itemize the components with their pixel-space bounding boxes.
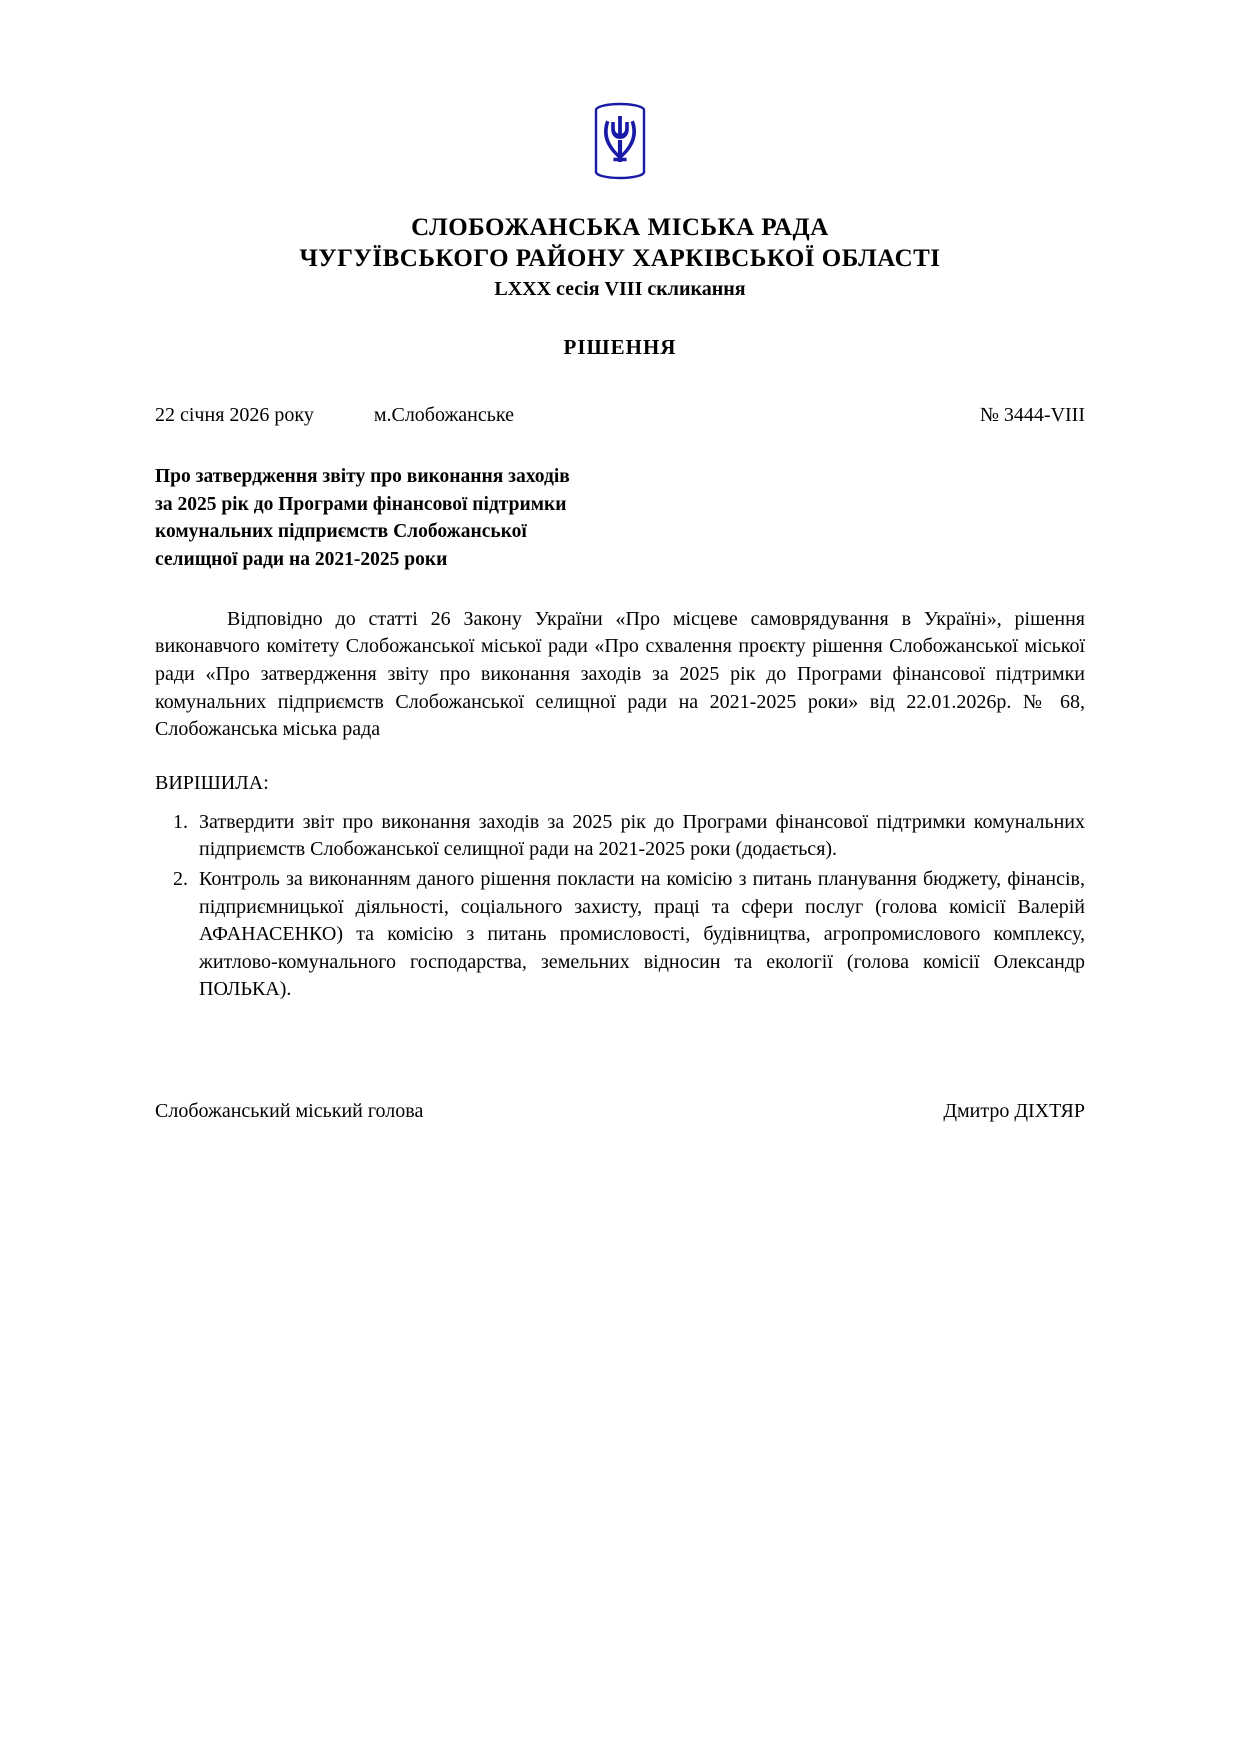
document-meta-row bbox=[155, 404, 1085, 427]
session-line: LXXX сесія VIII скликання bbox=[494, 278, 746, 300]
subject-line-4: селищної ради на 2021-2025 роки bbox=[155, 549, 448, 571]
organization-title-line1: СЛОБОЖАНСЬКА МІСЬКА РАДА bbox=[411, 214, 829, 241]
list-item: 1. Затвердити звіт про виконання заходів за 2025 рік до Програми фінансової підтримки комунальних підприємств Слобожанської селищної ради на 2021-2025 роки (додається). bbox=[193, 809, 1085, 864]
emblem-container bbox=[155, 0, 1085, 187]
subject-line-1: Про затвердження звіту про виконання заходів bbox=[155, 466, 570, 487]
signatory-name: Дмитро ДІХТЯР bbox=[943, 1099, 1085, 1122]
organization-title bbox=[155, 213, 1085, 274]
decision-items-list bbox=[155, 809, 1085, 1004]
decision-keyword: ВИРІШИЛА: bbox=[155, 771, 269, 794]
document-type-heading: РІШЕННЯ bbox=[563, 335, 677, 359]
list-item: 2. Контроль за виконанням даного рішення покласти на комісію з питань планування бюджету, фінансів, підприємницької діяльності, соціального захисту, праці та сфери послуг (голова комісії Валерій АФАНАСЕНКО) та комісію з питань промисловості, будівництва, агропромислового комплексу, житлово-комунального господарства, земельних відносин та екології (голова комісії Олександр ПОЛЬКА). bbox=[193, 866, 1085, 1004]
ukraine-trident-emblem-icon bbox=[591, 100, 649, 182]
document-date: 22 січня 2026 року bbox=[155, 404, 314, 426]
subject-line-3: комунальних підприємств Слобожанської bbox=[155, 521, 527, 543]
signatory-position: Слобожанський міський голова bbox=[155, 1099, 424, 1122]
preamble-paragraph: Відповідно до статті 26 Закону України «Про місцеве самоврядування в Україні», рішення виконавчого комітету Слобожанської міської ради «Про схвалення проєкту рішення Слобожанської міської ради «Про затвердження звіту про виконання заходів за 2025 рік до Програми фінансової підтримки комунальних підприємств Слобожанської селищної ради на 2021-2025 роки» від 22.01.2026р. № 68, Слобожанська міська рада bbox=[155, 607, 1085, 741]
document-number: № 3444-VIII bbox=[979, 404, 1085, 426]
document-place: м.Слобожанське bbox=[373, 404, 514, 426]
signature-row bbox=[155, 1100, 1085, 1123]
subject-line-2: за 2025 рік до Програми фінансової підтримки bbox=[155, 493, 567, 515]
document-subject bbox=[155, 463, 655, 574]
organization-title-line2: ЧУГУЇВСЬКОГО РАЙОНУ ХАРКІВСЬКОЇ ОБЛАСТІ bbox=[299, 244, 941, 272]
document-content bbox=[155, 0, 1085, 1123]
